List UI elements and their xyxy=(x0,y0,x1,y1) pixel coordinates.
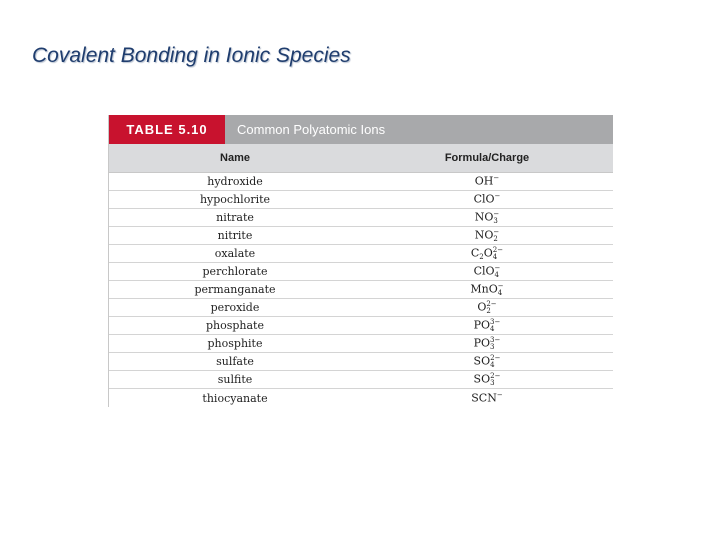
ion-name: hydroxide xyxy=(207,175,263,188)
ion-formula xyxy=(361,319,613,332)
table-row xyxy=(109,263,613,281)
formula-element: PO xyxy=(473,336,491,350)
formula-indices xyxy=(498,283,504,296)
formula-element: ClO xyxy=(473,192,495,206)
table-body xyxy=(109,173,613,407)
ion-name: permanganate xyxy=(194,283,276,296)
formula-indices xyxy=(486,301,496,314)
charge-superscript: 2− xyxy=(490,354,501,363)
ion-formula xyxy=(361,392,613,405)
table-row xyxy=(109,209,613,227)
formula-indices xyxy=(490,373,500,386)
table-row xyxy=(109,173,613,191)
charge-superscript: − xyxy=(493,210,500,219)
ion-formula xyxy=(361,247,613,260)
ion-formula xyxy=(361,283,613,296)
formula-column-header: Formula/Charge xyxy=(444,152,530,164)
polyatomic-ions-table xyxy=(108,115,613,407)
ion-formula xyxy=(361,193,613,206)
ion-formula xyxy=(361,355,613,368)
formula-element: C xyxy=(470,246,480,260)
table-header-row xyxy=(109,144,613,173)
formula-element: NO xyxy=(474,228,494,242)
ion-name: perchlorate xyxy=(202,265,268,278)
formula-element: OH xyxy=(474,174,494,188)
ion-formula xyxy=(361,373,613,386)
formula-element: ClO xyxy=(473,264,495,278)
table-caption: Common Polyatomic Ions xyxy=(237,122,386,137)
ion-name: hypochlorite xyxy=(199,193,271,206)
formula-element: SO xyxy=(473,372,491,386)
ion-formula xyxy=(361,301,613,314)
count-subscript: 3 xyxy=(490,342,495,351)
formula-element: PO xyxy=(473,318,491,332)
table-row xyxy=(109,353,613,371)
ion-name: sulfite xyxy=(217,373,253,386)
table-number-label: TABLE 5.10 xyxy=(109,115,225,144)
charge-superscript: 2− xyxy=(492,246,504,255)
table-row xyxy=(109,191,613,209)
charge-superscript: − xyxy=(496,390,503,399)
ion-formula xyxy=(361,229,613,242)
formula-indices xyxy=(493,175,499,188)
ion-name: nitrate xyxy=(216,211,254,224)
charge-superscript: 2− xyxy=(486,300,497,309)
count-subscript xyxy=(493,182,499,188)
formula-indices xyxy=(493,247,503,260)
charge-superscript: 3− xyxy=(490,318,501,327)
count-subscript: 2 xyxy=(486,306,491,315)
count-subscript: 3 xyxy=(493,216,498,225)
charge-superscript: − xyxy=(493,228,500,237)
formula-indices xyxy=(495,265,501,278)
formula-indices xyxy=(495,193,501,206)
ion-formula xyxy=(361,337,613,350)
table-row xyxy=(109,299,613,317)
count-subscript: 4 xyxy=(497,288,503,297)
count-subscript: 4 xyxy=(494,270,499,279)
charge-superscript: 2− xyxy=(490,372,501,381)
formula-element: O xyxy=(483,246,493,260)
count-subscript: 4 xyxy=(492,252,498,261)
count-subscript: 4 xyxy=(490,324,495,333)
table-row xyxy=(109,227,613,245)
count-subscript: 2 xyxy=(493,234,498,243)
table-banner xyxy=(109,115,613,144)
table-row xyxy=(109,317,613,335)
table-row xyxy=(109,335,613,353)
count-subscript xyxy=(497,398,503,404)
ion-name: nitrite xyxy=(217,229,253,242)
count-subscript: 3 xyxy=(490,378,495,387)
count-subscript xyxy=(495,200,501,206)
formula-indices xyxy=(490,337,500,350)
formula-element: NO xyxy=(474,210,494,224)
charge-superscript: − xyxy=(493,174,500,183)
count-subscript: 2 xyxy=(479,252,484,261)
formula-indices xyxy=(493,229,499,242)
formula-element: SCN xyxy=(471,391,497,404)
ion-name: thiocyanate xyxy=(202,391,268,405)
formula-indices xyxy=(497,392,503,405)
ion-name: oxalate xyxy=(214,247,256,260)
formula-element: O xyxy=(477,300,487,314)
formula-element: SO xyxy=(473,354,491,368)
table-row xyxy=(109,245,613,263)
table-row xyxy=(109,371,613,389)
ion-formula xyxy=(361,175,613,188)
ion-name: phosphate xyxy=(205,319,264,332)
charge-superscript: − xyxy=(497,282,504,291)
ion-formula xyxy=(361,211,613,224)
name-column-header: Name xyxy=(220,152,250,164)
ion-name: phosphite xyxy=(207,337,263,350)
charge-superscript: 3− xyxy=(490,336,501,345)
table-row xyxy=(109,389,613,407)
table-row xyxy=(109,281,613,299)
charge-superscript: − xyxy=(494,192,501,201)
ion-name: peroxide xyxy=(210,301,260,314)
formula-element: MnO xyxy=(470,282,498,296)
charge-superscript: − xyxy=(494,264,501,273)
formula-indices xyxy=(493,211,499,224)
slide-title: Covalent Bonding in Ionic Species xyxy=(32,44,351,67)
formula-indices xyxy=(490,319,500,332)
ion-name: sulfate xyxy=(216,355,254,368)
formula-indices xyxy=(490,355,500,368)
ion-formula xyxy=(361,265,613,278)
count-subscript: 4 xyxy=(490,360,495,369)
